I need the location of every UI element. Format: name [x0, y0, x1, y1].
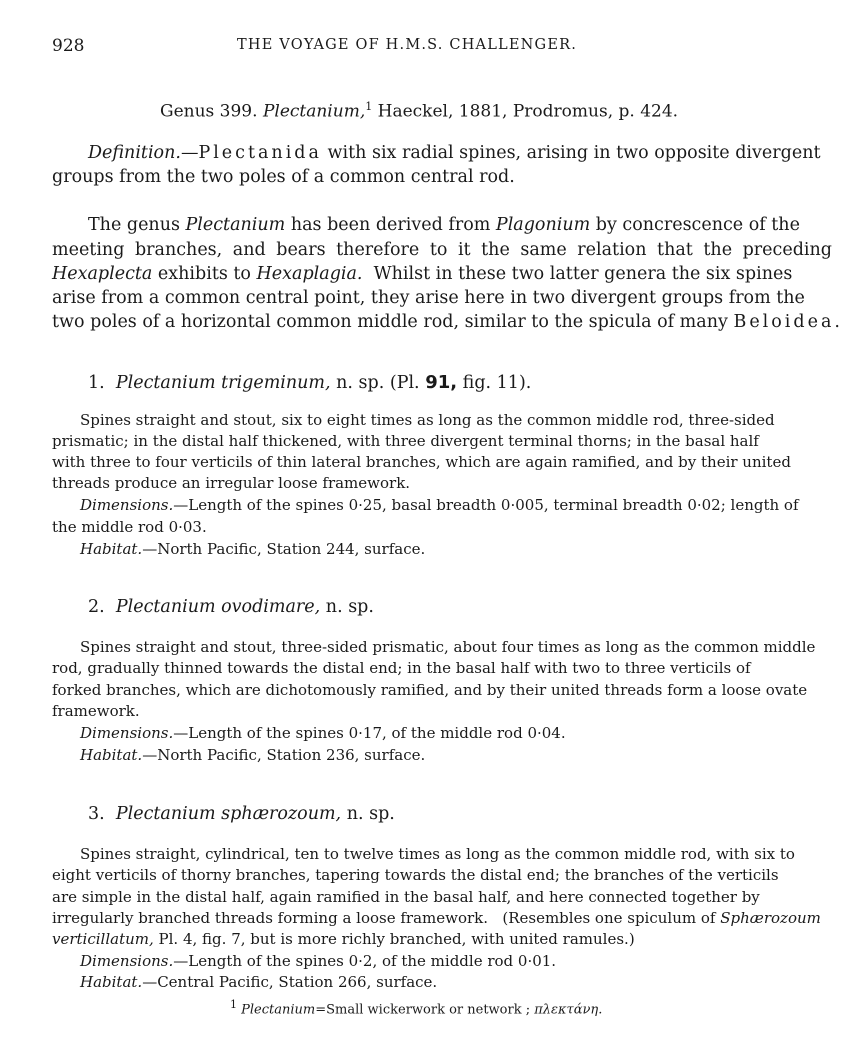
definition-label: Definition.: [88, 143, 181, 163]
genus-citation: Haeckel, 1881, Prodromus, p. 424.: [377, 101, 679, 122]
intro-line-2: meeting branches, and bears therefore to it the same relation that the preceding: [52, 240, 832, 260]
species-1-heading: 1. Plectanium trigeminum, n. sp. (Pl. 91, fig. 11).: [88, 372, 532, 393]
intro-line-4: arise from a common central point, they arise here in two divergent groups from the: [52, 288, 805, 308]
genus-prefix: Genus 399.: [160, 101, 258, 122]
running-title: THE VOYAGE OF H.M.S. CHALLENGER.: [237, 37, 578, 53]
species-1-dimensions: Dimensions.—Length of the spines 0·25, basal breadth 0·005, terminal breadth 0·02; length of: [80, 496, 799, 514]
genus-name: Plectanium,: [262, 101, 366, 122]
species-2-dimensions: Dimensions.—Length of the spines 0·17, of the middle rod 0·04.: [80, 724, 566, 742]
species-3-habitat: Habitat.—Central Pacific, Station 266, surface.: [80, 973, 438, 991]
species-2-habitat: Habitat.—North Pacific, Station 236, surface.: [80, 746, 426, 764]
footnote-ref: 1: [365, 100, 373, 113]
species-2-desc-2: rod, gradually thinned towards the distal end; in the basal half with two to three verticils of: [52, 659, 751, 677]
species-1-desc-1: Spines straight and stout, six to eight times as long as the common middle rod, three-sided: [80, 411, 775, 429]
intro-line-1: The genus Plectanium has been derived from Plagonium by concrescence of the: [88, 215, 800, 235]
species-2-desc-1: Spines straight and stout, three-sided prismatic, about four times as long as the common middle: [80, 638, 816, 656]
species-1-desc-4: threads produce an irregular loose framework.: [52, 474, 411, 492]
species-1-desc-2: prismatic; in the distal half thickened, with three divergent terminal thorns; in the basal half: [52, 432, 759, 450]
species-3-desc-3: are simple in the distal half, again ramified in the basal half, and here connected together by: [52, 888, 760, 906]
species-3-desc-1: Spines straight, cylindrical, ten to twelve times as long as the common middle rod, with six to: [80, 845, 795, 863]
intro-line-5: two poles of a horizontal common middle rod, similar to the spicula of many Beloidea.: [52, 312, 843, 332]
species-2-heading: 2. Plectanium ovodimare, n. sp.: [88, 597, 374, 617]
species-1-habitat: Habitat.—North Pacific, Station 244, surface.: [80, 540, 426, 558]
species-2-desc-3: forked branches, which are dichotomously ramified, and by their united threads form a loose ovate: [52, 681, 808, 699]
species-3-heading: 3. Plectanium sphærozoum, n. sp.: [88, 804, 395, 824]
footnote: $^1$ Plectanium=Small wickerwork or network ; πλεκτάνη.: [230, 998, 603, 1018]
species-3-desc-5: verticillatum, Pl. 4, fig. 7, but is more richly branched, with united ramules.): [52, 930, 635, 948]
page-number: 928: [52, 36, 85, 56]
species-1-dimensions-2: the middle rod 0·03.: [52, 518, 207, 536]
definition-line-2: groups from the two poles of a common central rod.: [52, 167, 515, 187]
species-3-desc-2: eight verticils of thorny branches, tapering towards the distal end; the branches of the verticils: [52, 866, 779, 884]
spaced-taxon: Plectanida: [198, 143, 322, 163]
genus-heading: [160, 100, 678, 122]
species-3-desc-4: irregularly branched threads forming a loose framework. (Resembles one spiculum of Sphærozoum: [52, 909, 821, 927]
species-1-desc-3: with three to four verticils of thin lateral branches, which are again ramified, and by their united: [52, 453, 791, 471]
intro-line-3: Hexaplecta exhibits to Hexaplagia. Whilst in these two latter genera the six spines: [52, 264, 793, 284]
species-3-dimensions: Dimensions.—Length of the spines 0·2, of the middle rod 0·01.: [80, 952, 557, 970]
definition-line-1: Definition.—Plectanida with six radial spines, arising in two opposite divergent: [88, 143, 821, 163]
species-2-desc-4: framework.: [52, 702, 140, 720]
